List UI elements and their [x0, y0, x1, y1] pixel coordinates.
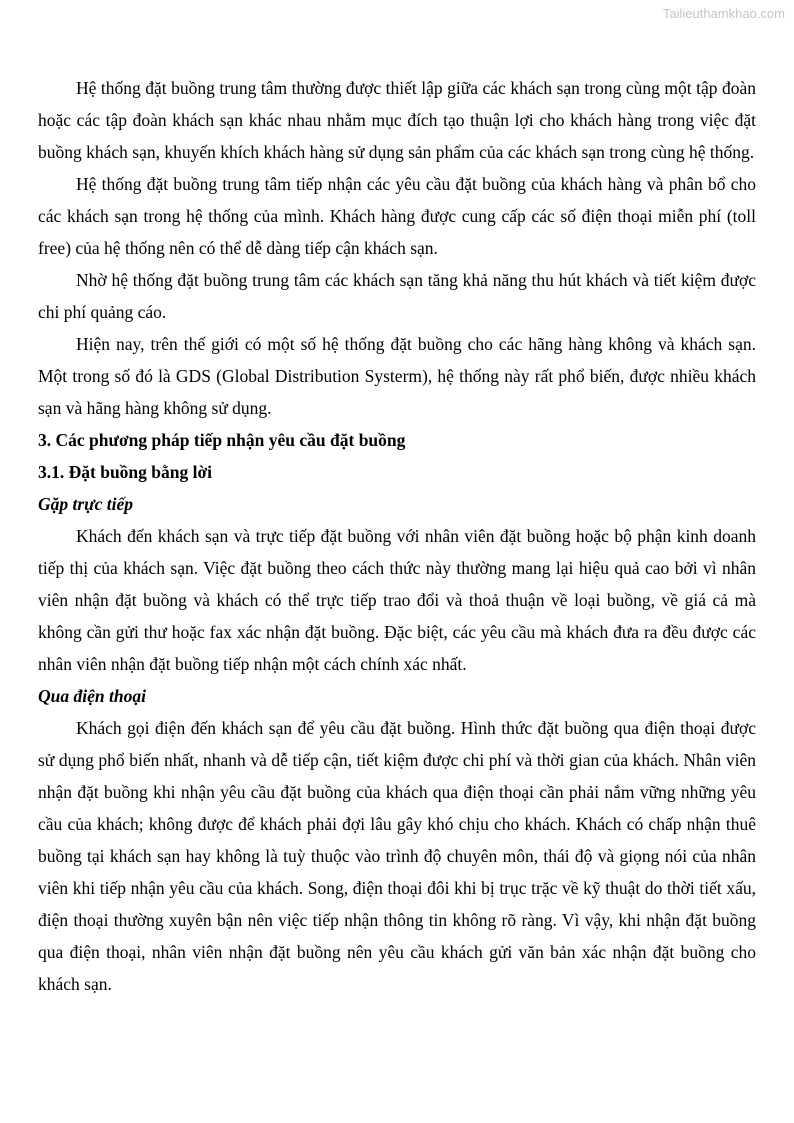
- direct-meeting-title: Gặp trực tiếp: [38, 494, 134, 514]
- direct-meeting-paragraph: Khách đến khách sạn và trực tiếp đặt buồng với nhân viên đặt buồng hoặc bộ phận kinh doanh tiếp thị của khách sạn. Việc đặt buồng theo cách thức này thường mang lại hiệu quả cao bởi vì nhân viên nhận đặt buồng và khách có thể trực tiếp trao đổi và thoả thuận về loại buồng, về giá cả mà không cần gửi thư hoặc fax xác nhận đặt buồng. Đặc biệt, các yêu cầu mà khách đưa ra đều được các nhân viên nhận đặt buồng tiếp nhận một cách chính xác nhất.: [38, 526, 756, 674]
- intro-paragraph-2: Hệ thống đặt buồng trung tâm tiếp nhận các yêu cầu đặt buồng của khách hàng và phân bổ cho các khách sạn trong hệ thống của mình. Khách hàng được cung cấp các số điện thoại miễn phí (toll free) của hệ thống nên có thể dễ dàng tiếp cận khách sạn.: [38, 174, 756, 258]
- subsection-heading: 3.1. Đặt buồng bằng lời: [38, 462, 213, 482]
- watermark: Tailieuthamkhao.com: [662, 6, 785, 21]
- section-heading: 3. Các phương pháp tiếp nhận yêu cầu đặt buồng: [38, 430, 406, 450]
- intro-paragraph-4: Hiện nay, trên thế giới có một số hệ thống đặt buồng cho các hãng hàng không và khách sạn. Một trong số đó là GDS (Global Distribution Systerm), hệ thống này rất phổ biến, được nhiều khách sạn và hãng hàng không sử dụng.: [38, 334, 756, 418]
- intro-paragraph-1: Hệ thống đặt buồng trung tâm thường được thiết lập giữa các khách sạn trong cùng một tập đoàn hoặc các tập đoàn khách sạn khác nhau nhằm mục đích tạo thuận lợi cho khách hàng trong việc đặt buồng khách sạn, khuyến khích khách hàng sử dụng sản phẩm của các khách sạn trong cùng hệ thống.: [38, 78, 756, 162]
- document-page: [38, 72, 756, 1000]
- phone-title: Qua điện thoại: [38, 686, 146, 706]
- intro-paragraph-3: Nhờ hệ thống đặt buồng trung tâm các khách sạn tăng khả năng thu hút khách và tiết kiệm được chi phí quảng cáo.: [38, 270, 756, 322]
- phone-paragraph: Khách gọi điện đến khách sạn để yêu cầu đặt buồng. Hình thức đặt buồng qua điện thoại được sử dụng phổ biến nhất, nhanh và dễ tiếp cận, tiết kiệm được chi phí và thời gian của khách. Nhân viên nhận đặt buồng khi nhận yêu cầu đặt buồng của khách qua điện thoại cần phải nắm vững những yêu cầu của khách; không được để khách phải đợi lâu gây khó chịu cho khách. Khách có chấp nhận thuê buồng tại khách sạn hay không là tuỳ thuộc vào trình độ chuyên môn, thái độ và giọng nói của nhân viên khi tiếp nhận yêu cầu của khách. Song, điện thoại đôi khi bị trục trặc về kỹ thuật do thời tiết xấu, điện thoại thường xuyên bận nên việc tiếp nhận thông tin không rõ ràng. Vì vậy, khi nhận đặt buồng qua điện thoại, nhân viên nhận đặt buồng nên yêu cầu khách gửi văn bản xác nhận đặt buồng cho khách sạn.: [38, 718, 756, 994]
